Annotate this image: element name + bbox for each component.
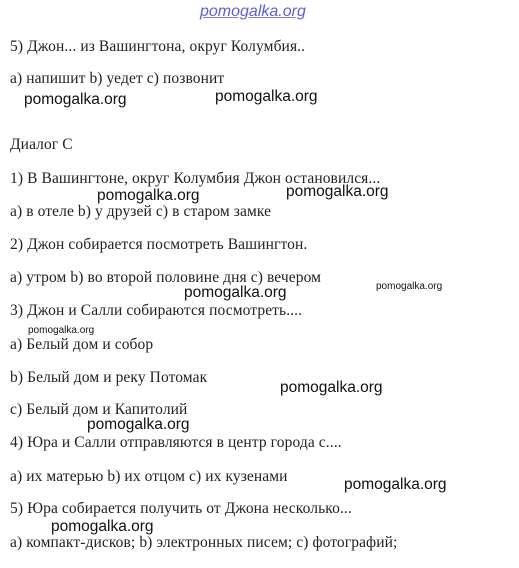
- question-5: 5) Юра собирается получить от Джона несколько...: [10, 500, 352, 517]
- watermark: pomogalka.org: [28, 325, 95, 336]
- answer-3b: b) Белый дом и реку Потомак: [10, 369, 208, 386]
- question-3: 3) Джон и Салли собираются посмотреть....: [10, 302, 303, 319]
- watermark: pomogalka.org: [97, 187, 200, 204]
- question-2: 2) Джон собирается посмотреть Вашингтон.: [10, 236, 308, 253]
- question-5-part1: 5) Джон... из Вашингтона, округ Колумбия..: [10, 38, 306, 55]
- question-1: 1) В Вашингтоне, округ Колумбия Джон остановился...: [10, 170, 381, 187]
- watermark: pomogalka.org: [87, 416, 190, 433]
- watermark: pomogalka.org: [184, 284, 287, 301]
- watermark: pomogalka.org: [286, 183, 389, 200]
- answers-5: a) компакт-дисков; b) электронных писем; c) фотографий;: [10, 534, 398, 551]
- answer-3a: a) Белый дом и собор: [10, 336, 154, 353]
- answers-2: a) утром b) во второй половине дня c) вечером: [10, 269, 322, 286]
- watermark: pomogalka.org: [280, 379, 383, 396]
- header-watermark: pomogalka.org: [200, 3, 306, 20]
- answer-3c: c) Белый дом и Капитолий: [10, 401, 188, 418]
- answers-4: a) их матерью b) их отцом c) их кузенами: [10, 468, 288, 485]
- watermark: pomogalka.org: [51, 518, 154, 535]
- dialog-c-heading: Диалог С: [10, 136, 73, 153]
- answers-5-part1: a) напишит b) уедет c) позвонит: [10, 70, 225, 87]
- watermark: pomogalka.org: [344, 476, 447, 493]
- answers-1: a) в отеле b) у друзей c) в старом замке: [10, 203, 272, 220]
- watermark: pomogalka.org: [24, 91, 127, 108]
- watermark: pomogalka.org: [215, 88, 318, 105]
- watermark: pomogalka.org: [376, 281, 443, 292]
- question-4: 4) Юра и Салли отправляются в центр города с....: [10, 434, 342, 451]
